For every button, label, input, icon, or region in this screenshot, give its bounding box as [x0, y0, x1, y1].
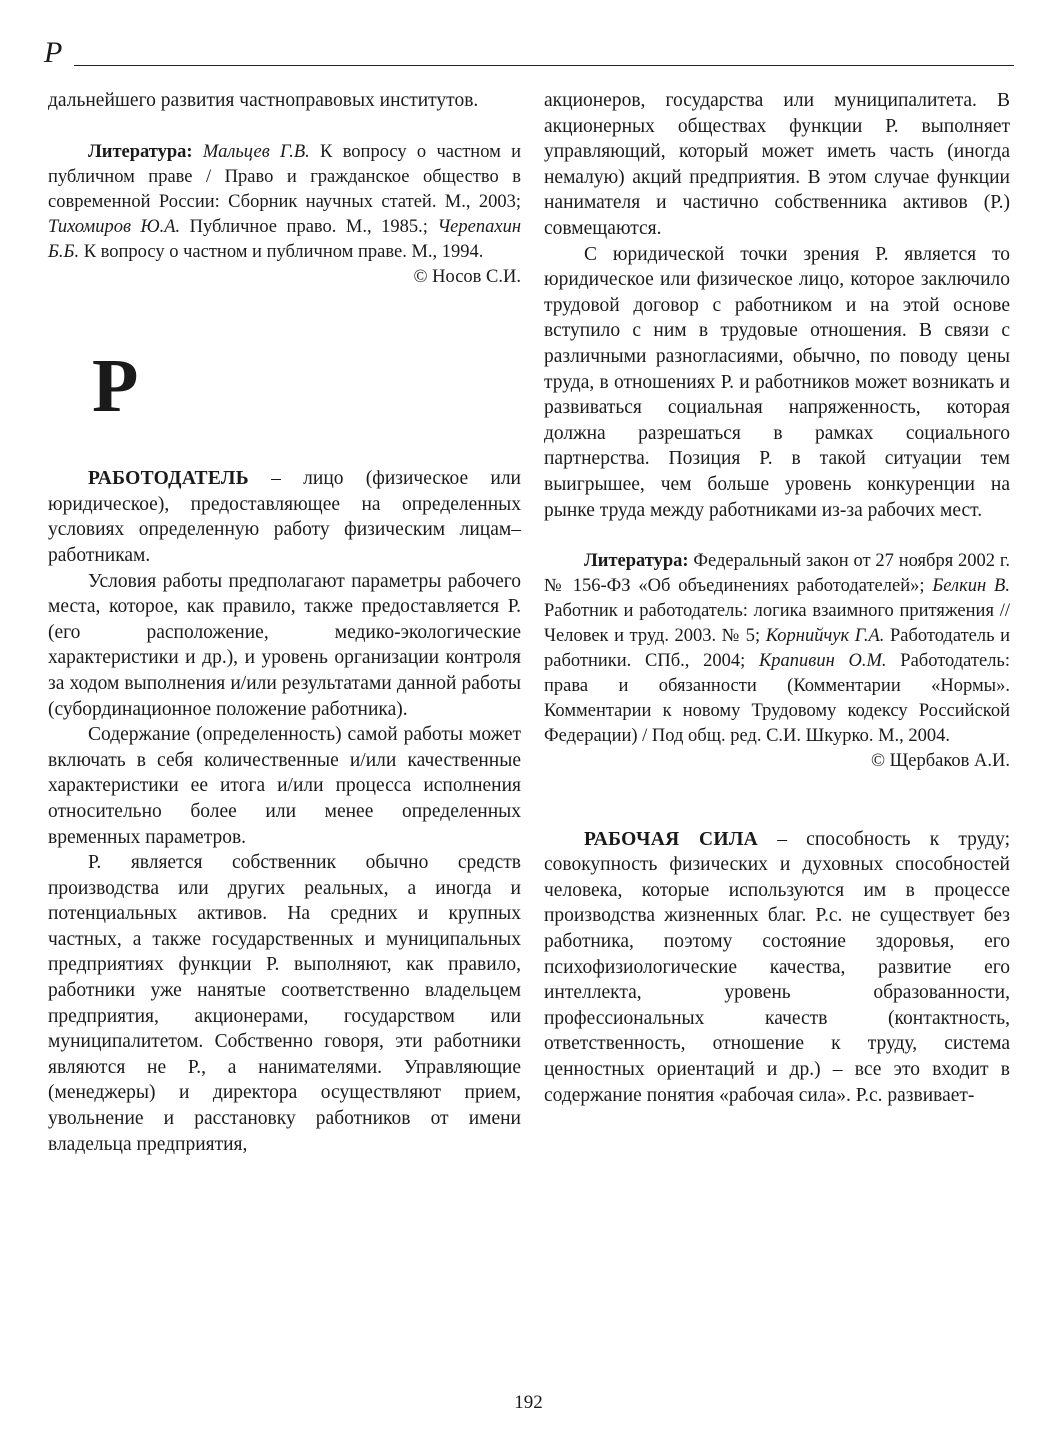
paragraph: Содержание (определенность) самой работы может включать в себя количественные и/или качественные характеристики ее итога и/или процесса исполнения относительно более или менее определенных временных параметров.: [48, 724, 521, 848]
running-header: [44, 38, 1014, 70]
literature-list: Литература: Мальцев Г.В. К вопросу о частном и публичном праве / Право и гражданское общество в современной России: Сборник научных статей. М., 2003; Тихомиров Ю.А. Публичное право. М., 1985.; Черепахин Б.Б. К вопросу о частном и публичном праве. М., 1994.: [48, 141, 521, 262]
continued-paragraph: дальнейшего развития частноправовых институтов.: [48, 90, 479, 111]
lit-author: Мальцев Г.В.: [202, 141, 310, 162]
lit-author: Корнийчук Г.А.: [765, 626, 885, 647]
article-author: © Носов С.И.: [413, 266, 521, 287]
literature-label: Литература:: [584, 551, 689, 572]
lit-author: Белкин В.: [932, 576, 1010, 597]
paragraph: Условия работы предполагают параметры рабочего места, которое, как правило, также предоставляется Р. (его расположение, медико-экологические характеристики и др.), и уровень организации контроля за ходом выполнения и/или результатами данной работы (субординационное положение работника).: [48, 570, 521, 720]
left-column: [48, 88, 521, 1157]
page-number: 192: [514, 1392, 543, 1413]
literature-label: Литература:: [88, 141, 193, 162]
paragraph: Р. является собственник обычно средств производства или других реальных, а иногда и потенциальных активов. На средних и крупных частных, а также государственных и муниципальных предприятиях функции Р. выполняют, как правило, работники уже нанятые соответственно владельцем предприятия, акционерами, государством или муниципалитетом. Собственно говоря, эти работники являются не Р., а нанимателями. Управляющие (менеджеры) и директора осуществляют прием, увольнение и расстановку работников от имени владельца предприятия,: [48, 852, 521, 1155]
entry-term: РАБОЧАЯ СИЛА: [584, 828, 759, 850]
lit-author: Крапивин О.М.: [759, 651, 887, 672]
continued-paragraph: акционеров, государства или муниципалитета. В акционерных обществах функции Р. выполняет управляющий, который может иметь часть (иногда немалую) акций предприятия. В этом случае функции нанимателя и частично собственника активов (Р.) совмещаются.: [544, 90, 1010, 239]
entry-definition: РАБОТОДАТЕЛЬ – лицо (физическое или юридическое), предоставляющее на определенных условиях определенную работу физическим лицам–работникам.: [48, 468, 521, 566]
paragraph: С юридической точки зрения Р. является то юридическое или физическое лицо, которое заключило трудовой договор с работником и на этой основе вступило с ним в трудовые отношения. В связи с различными разногласиями, обычно, по поводу цены труда, в отношениях Р. и работников может возникать и развиваться социальная напряженность, которая должна разрешаться в рамках социального партнерства. Позиция Р. в такой ситуации тем выигрышее, чем больше уровень конкуренции на рынке труда между работниками из-за рабочих мест.: [544, 243, 1010, 521]
entry-definition: РАБОЧАЯ СИЛА – способность к труду; совокупность физических и духовных способностей человека, которые используются им в процессе производства жизненных благ. Р.с. не существует без работника, поэтому состояние здоровья, его психофизиологические качества, развитие его интеллекта, уровень образованности, профессиональных качеств (контактность, ответственность, отношение к труду, система ценностных ориентаций и др.) – все это входит в содержание понятия «рабочая сила». Р.с. развивает-: [544, 828, 1010, 1106]
section-letter: Р: [92, 344, 139, 429]
entry-term: РАБОТОДАТЕЛЬ: [88, 468, 249, 490]
right-column: [544, 88, 1010, 1108]
header-rule: [74, 65, 1014, 66]
article-author: © Щербаков А.И.: [870, 751, 1010, 772]
lit-author: Тихомиров Ю.А.: [48, 216, 181, 237]
header-letter: Р: [44, 36, 63, 69]
lit-author: Черепахин Б.Б.: [48, 216, 521, 262]
literature-list: Литература: Федеральный закон от 27 ноября 2002 г. № 156-ФЗ «Об объединениях работодателей»; Белкин В. Работник и работодатель: логика взаимного притяжения // Человек и труд. 2003. № 5; Корнийчук Г.А. Работодатель и работники. СПб., 2004; Крапивин О.М. Работодатель: права и обязанности (Комментарии «Нормы». Комментарии к новому Трудовому кодексу Российской Федерации) / Под общ. ред. С.И. Шкурко. М., 2004.: [544, 551, 1011, 747]
